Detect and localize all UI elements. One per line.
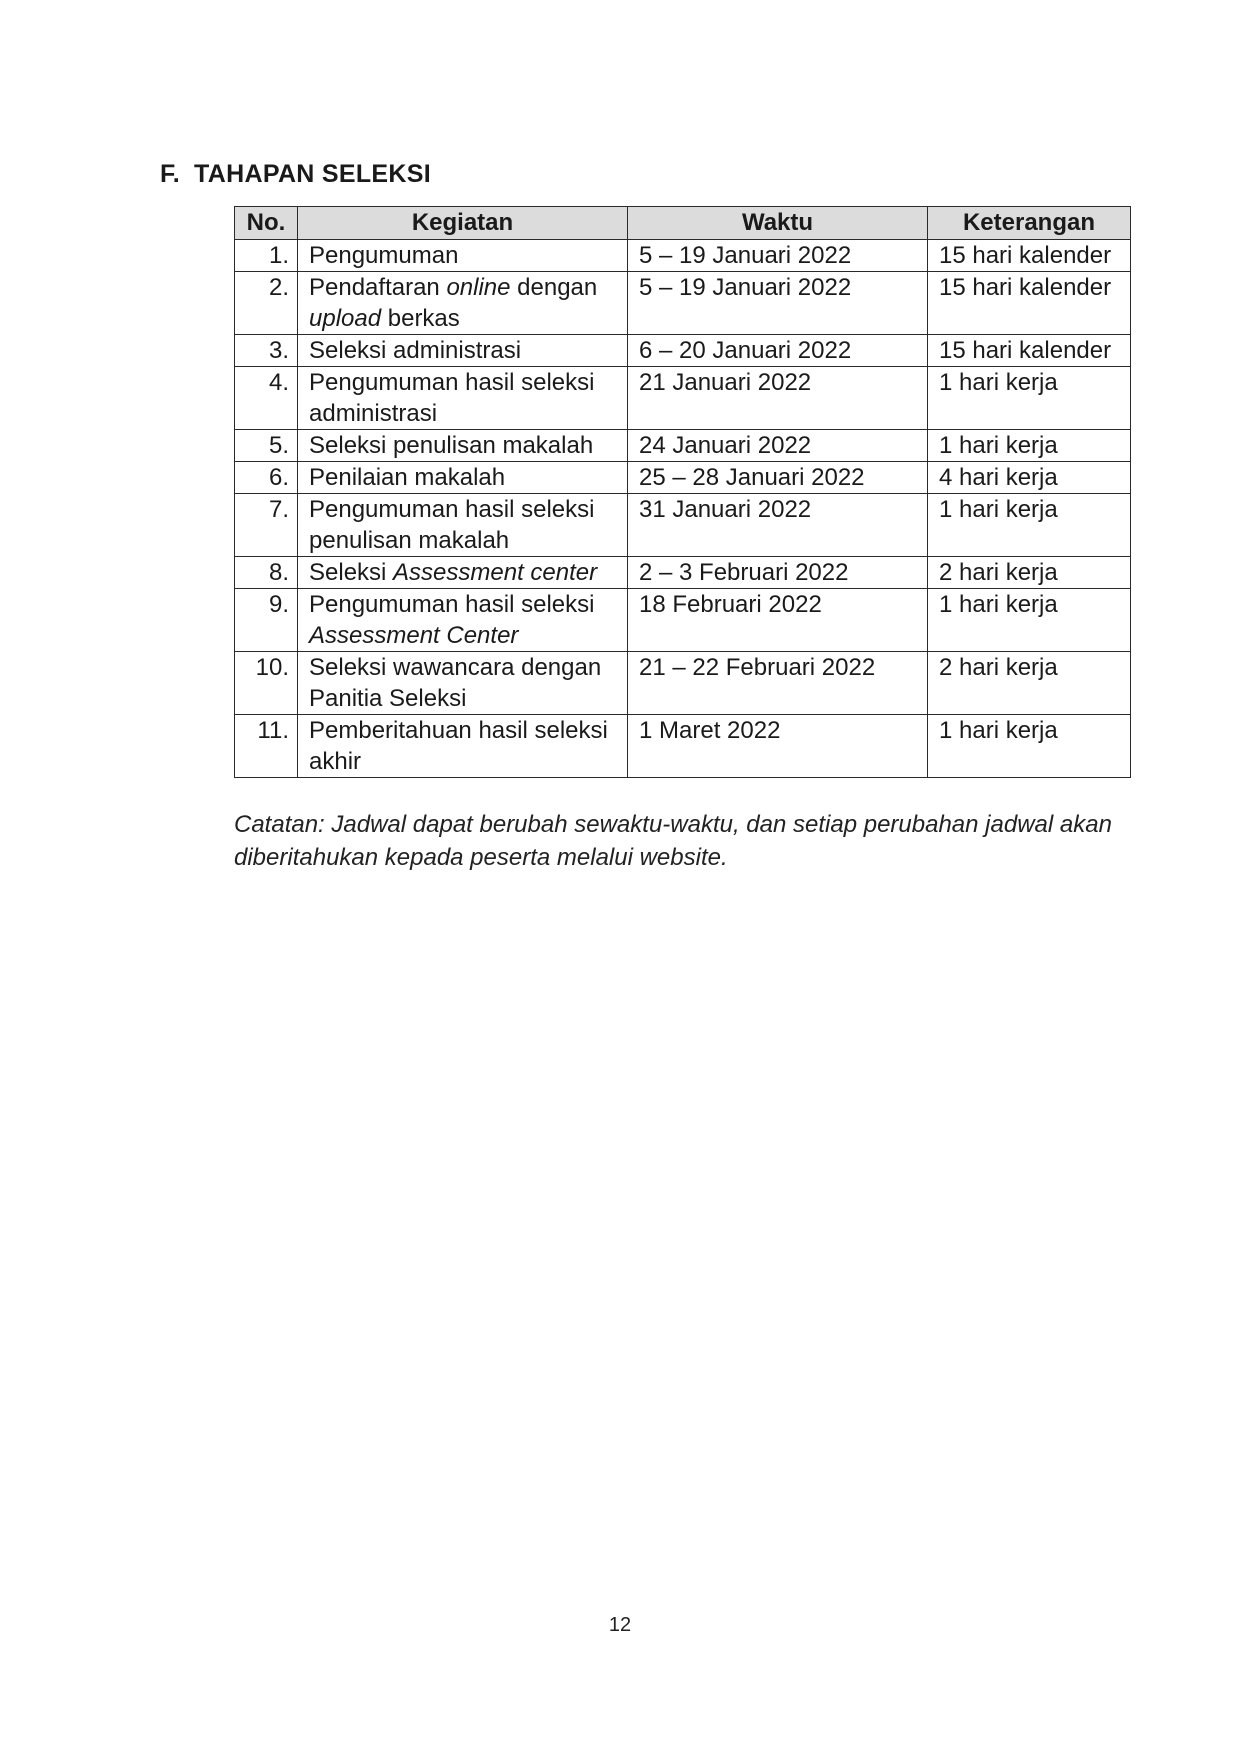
cell-keterangan: 15 hari kalender <box>928 272 1131 335</box>
kegiatan-italic-text: upload <box>309 305 382 332</box>
cell-kegiatan <box>298 557 628 589</box>
page-number: 12 <box>608 1614 632 1636</box>
kegiatan-text: Pengumuman hasil seleksi administrasi <box>309 369 595 427</box>
cell-keterangan: 2 hari kerja <box>928 652 1131 715</box>
table-row <box>235 652 1131 715</box>
cell-kegiatan <box>298 715 628 778</box>
cell-keterangan: 1 hari kerja <box>928 430 1131 462</box>
cell-kegiatan <box>298 589 628 652</box>
cell-no: 6. <box>235 462 298 494</box>
header-no: No. <box>235 207 298 240</box>
kegiatan-italic-text: online <box>446 274 511 301</box>
cell-kegiatan <box>298 272 628 335</box>
cell-waktu: 6 – 20 Januari 2022 <box>628 335 928 367</box>
kegiatan-italic-text: Assessment Center <box>309 622 519 649</box>
cell-waktu: 1 Maret 2022 <box>628 715 928 778</box>
cell-keterangan: 1 hari kerja <box>928 589 1131 652</box>
cell-kegiatan <box>298 652 628 715</box>
cell-no: 5. <box>235 430 298 462</box>
kegiatan-text: Pengumuman hasil seleksi penulisan makalah <box>309 496 595 554</box>
kegiatan-text: Seleksi administrasi <box>309 337 522 364</box>
kegiatan-text: Seleksi wawancara dengan Panitia Seleksi <box>309 654 602 712</box>
cell-keterangan: 1 hari kerja <box>928 715 1131 778</box>
table-row <box>235 240 1131 272</box>
cell-no: 8. <box>235 557 298 589</box>
table-row <box>235 715 1131 778</box>
cell-waktu: 5 – 19 Januari 2022 <box>628 272 928 335</box>
cell-waktu: 21 – 22 Februari 2022 <box>628 652 928 715</box>
kegiatan-italic-text: Assessment center <box>393 559 598 586</box>
table-row <box>235 335 1131 367</box>
table-row <box>235 272 1131 335</box>
kegiatan-text: Seleksi <box>309 559 394 586</box>
cell-no: 3. <box>235 335 298 367</box>
cell-waktu: 31 Januari 2022 <box>628 494 928 557</box>
header-kegiatan: Kegiatan <box>298 207 628 240</box>
cell-waktu: 25 – 28 Januari 2022 <box>628 462 928 494</box>
cell-keterangan: 15 hari kalender <box>928 335 1131 367</box>
table-row <box>235 557 1131 589</box>
cell-kegiatan <box>298 240 628 272</box>
cell-kegiatan <box>298 430 628 462</box>
section-letter: F. <box>160 160 181 188</box>
cell-keterangan: 1 hari kerja <box>928 367 1131 430</box>
cell-waktu: 24 Januari 2022 <box>628 430 928 462</box>
table-header-row <box>235 207 1131 240</box>
kegiatan-text: berkas <box>381 305 460 332</box>
schedule-table <box>234 206 1131 778</box>
table-body <box>235 240 1131 778</box>
header-keterangan: Keterangan <box>928 207 1131 240</box>
kegiatan-text: Pemberitahuan hasil seleksi akhir <box>309 717 608 775</box>
kegiatan-text: Pengumuman <box>309 242 459 269</box>
cell-no: 10. <box>235 652 298 715</box>
cell-waktu: 18 Februari 2022 <box>628 589 928 652</box>
cell-keterangan: 15 hari kalender <box>928 240 1131 272</box>
kegiatan-text: dengan <box>510 274 598 301</box>
kegiatan-text: Pendaftaran <box>309 274 447 301</box>
kegiatan-text: Penilaian makalah <box>309 464 506 491</box>
schedule-note: Catatan: Jadwal dapat berubah sewaktu-waktu, dan setiap perubahan jadwal akan diberitahukan kepada peserta melalui website. <box>234 811 1112 871</box>
cell-keterangan: 4 hari kerja <box>928 462 1131 494</box>
kegiatan-text: Seleksi penulisan makalah <box>309 432 594 459</box>
cell-waktu: 21 Januari 2022 <box>628 367 928 430</box>
cell-no: 4. <box>235 367 298 430</box>
table-row <box>235 494 1131 557</box>
cell-no: 11. <box>235 715 298 778</box>
header-waktu: Waktu <box>628 207 928 240</box>
cell-keterangan: 2 hari kerja <box>928 557 1131 589</box>
cell-waktu: 2 – 3 Februari 2022 <box>628 557 928 589</box>
section-title <box>160 160 431 189</box>
cell-kegiatan <box>298 367 628 430</box>
section-title-text: TAHAPAN SELEKSI <box>194 160 431 188</box>
kegiatan-text: Pengumuman hasil seleksi <box>309 591 595 618</box>
cell-no: 1. <box>235 240 298 272</box>
cell-no: 9. <box>235 589 298 652</box>
cell-kegiatan <box>298 335 628 367</box>
cell-kegiatan <box>298 462 628 494</box>
cell-no: 7. <box>235 494 298 557</box>
cell-no: 2. <box>235 272 298 335</box>
table-row <box>235 462 1131 494</box>
cell-kegiatan <box>298 494 628 557</box>
cell-keterangan: 1 hari kerja <box>928 494 1131 557</box>
table-row <box>235 367 1131 430</box>
cell-waktu: 5 – 19 Januari 2022 <box>628 240 928 272</box>
table-row <box>235 430 1131 462</box>
table-row <box>235 589 1131 652</box>
